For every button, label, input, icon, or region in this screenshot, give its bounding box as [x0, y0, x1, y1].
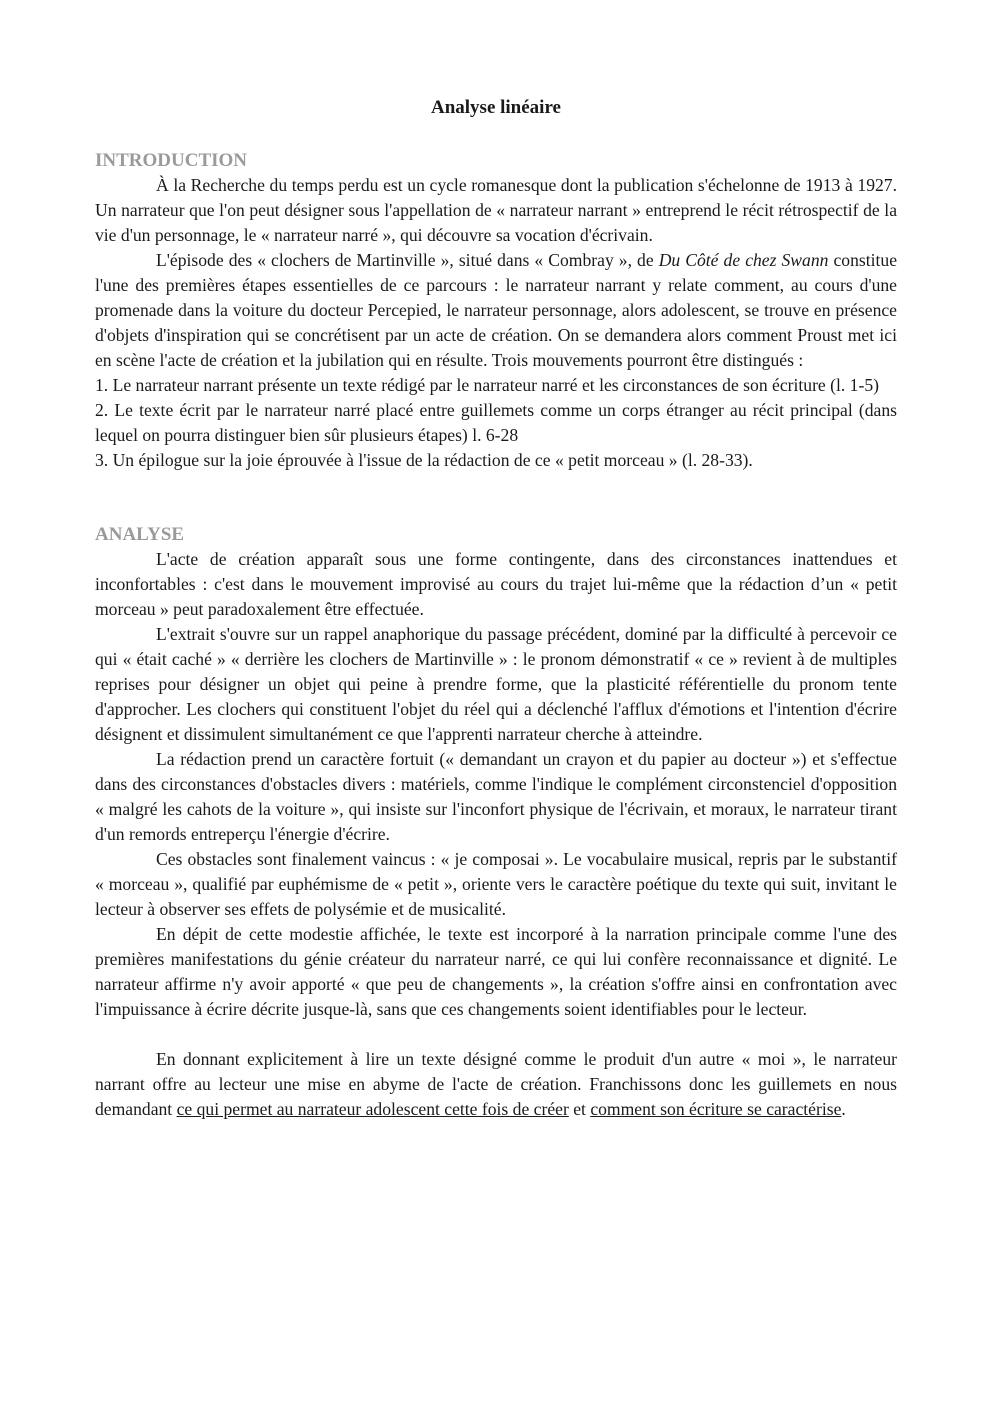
- final-text-mid: et: [568, 1099, 591, 1119]
- intro-paragraph-2: [95, 248, 897, 373]
- intro-p2-text-a: L'épisode des « clochers de Martinville », situé dans « Combray », de: [156, 250, 659, 270]
- final-text-end: .: [841, 1099, 846, 1119]
- section-spacer: [95, 473, 897, 522]
- analyse-paragraph-3: La rédaction prend un caractère fortuit (« demandant un crayon et du papier au docteur ») et s'effectue dans des circonstances d'obstacles divers : matériels, comme l'indique le complément circonstenciel d'opposition « malgré les cahots de la voiture », qui insiste sur l'inconfort physique de l'écrivain, et moraux, le narrateur tirant d'un remords entreperçu l'énergie d'écrire.: [95, 749, 897, 844]
- document-title: Analyse linéaire: [430, 97, 561, 118]
- analyse-paragraph-2: L'extrait s'ouvre sur un rappel anaphorique du passage précédent, dominé par la difficulté à percevoir ce qui « était caché » « derrière les clochers de Martinville » : le pronom démonstratif « ce » revient à de multiples reprises pour désigner un objet qui peine à prendre forme, que la plasticité référentielle du pronom tente d'approcher. Les clochers qui constituent l'objet du réel qui a déclenché l'afflux d'émotions et l'intention d'écrire désignent et dissimulent simultanément ce que l'apprenti narrateur cherche à atteindre.: [95, 624, 897, 744]
- analyse-paragraph-4: Ces obstacles sont finalement vaincus : « je composai ». Le vocabulaire musical, repris par le substantif « morceau », qualifié par euphémisme de « petit », oriente vers le caractère poétique du texte qui suit, invitant le lecteur à observer ses effets de polysémie et de musicalité.: [95, 849, 897, 919]
- paragraph-spacer: [95, 1022, 897, 1047]
- analyse-paragraph-1: L'acte de création apparaît sous une forme contingente, dans des circonstances inattendues et inconfortables : c'est dans le mouvement improvisé au cours du trajet lui-même que la rédaction d’un « petit morceau » peut paradoxalement être effectuée.: [95, 549, 897, 619]
- intro-paragraph-1: À la Recherche du temps perdu est un cycle romanesque dont la publication s'échelonne de 1913 à 1927. Un narrateur que l'on peut désigner sous l'appellation de « narrateur narrant » entreprend le récit rétrospectif de la vie d'un personnage, le « narrateur narré », qui découvre sa vocation d'écrivain.: [95, 175, 897, 245]
- underlined-question-2: comment son écriture se caractérise: [590, 1099, 842, 1119]
- document-page: [95, 92, 897, 1122]
- introduction-heading: INTRODUCTION: [95, 150, 248, 171]
- movement-item-2: 2. Le texte écrit par le narrateur narré placé entre guillemets comme un corps étranger au récit principal (dans lequel on pourra distinguer bien sûr plusieurs étapes) l. 6-28: [95, 400, 897, 445]
- movement-item-3: 3. Un épilogue sur la joie éprouvée à l'issue de la rédaction de ce « petit morceau » (l. 28-33).: [95, 450, 753, 470]
- movement-item-1: 1. Le narrateur narrant présente un texte rédigé par le narrateur narré et les circonstances de son écriture (l. 1-5): [95, 375, 879, 395]
- underlined-question-1: ce qui permet au narrateur adolescent cette fois de créer: [176, 1099, 569, 1119]
- final-text-a: En donnant explicitement à lire un texte désigné comme le produit d'un autre « moi », le narrateur narrant offre au lecteur une mise en abyme de l'acte de création. Franchissons donc les guillemets en nous demandant: [95, 1049, 897, 1119]
- analyse-paragraph-5: En dépit de cette modestie affichée, le texte est incorporé à la narration principale comme l'une des premières manifestations du génie créateur du narrateur narré, ce qui lui confère reconnaissance et dignité. Le narrateur affirme n'y avoir apporté « que peu de changements », la création s'offre ainsi en confrontation avec l'impuissance à écrire décrite jusque-là, sans que ces changements soient identifiables pour le lecteur.: [95, 924, 897, 1019]
- book-title-italic: Du Côté de chez Swann: [658, 250, 829, 270]
- intro-p2-text-b: constitue l'une des premières étapes essentielles de ce parcours : le narrateur narrant y relate comment, au cours d'une promenade dans la voiture du docteur Percepied, le narrateur personnage, alors adolescent, se trouve en présence d'objets d'inspiration qui se concrétisent par un acte de création. On se demandera alors comment Proust met ici en scène l'acte de création et la jubilation qui en résulte. Trois mouvements pourront être distingués :: [95, 250, 898, 370]
- analyse-heading: ANALYSE: [95, 524, 185, 545]
- analyse-final-paragraph: [95, 1047, 897, 1122]
